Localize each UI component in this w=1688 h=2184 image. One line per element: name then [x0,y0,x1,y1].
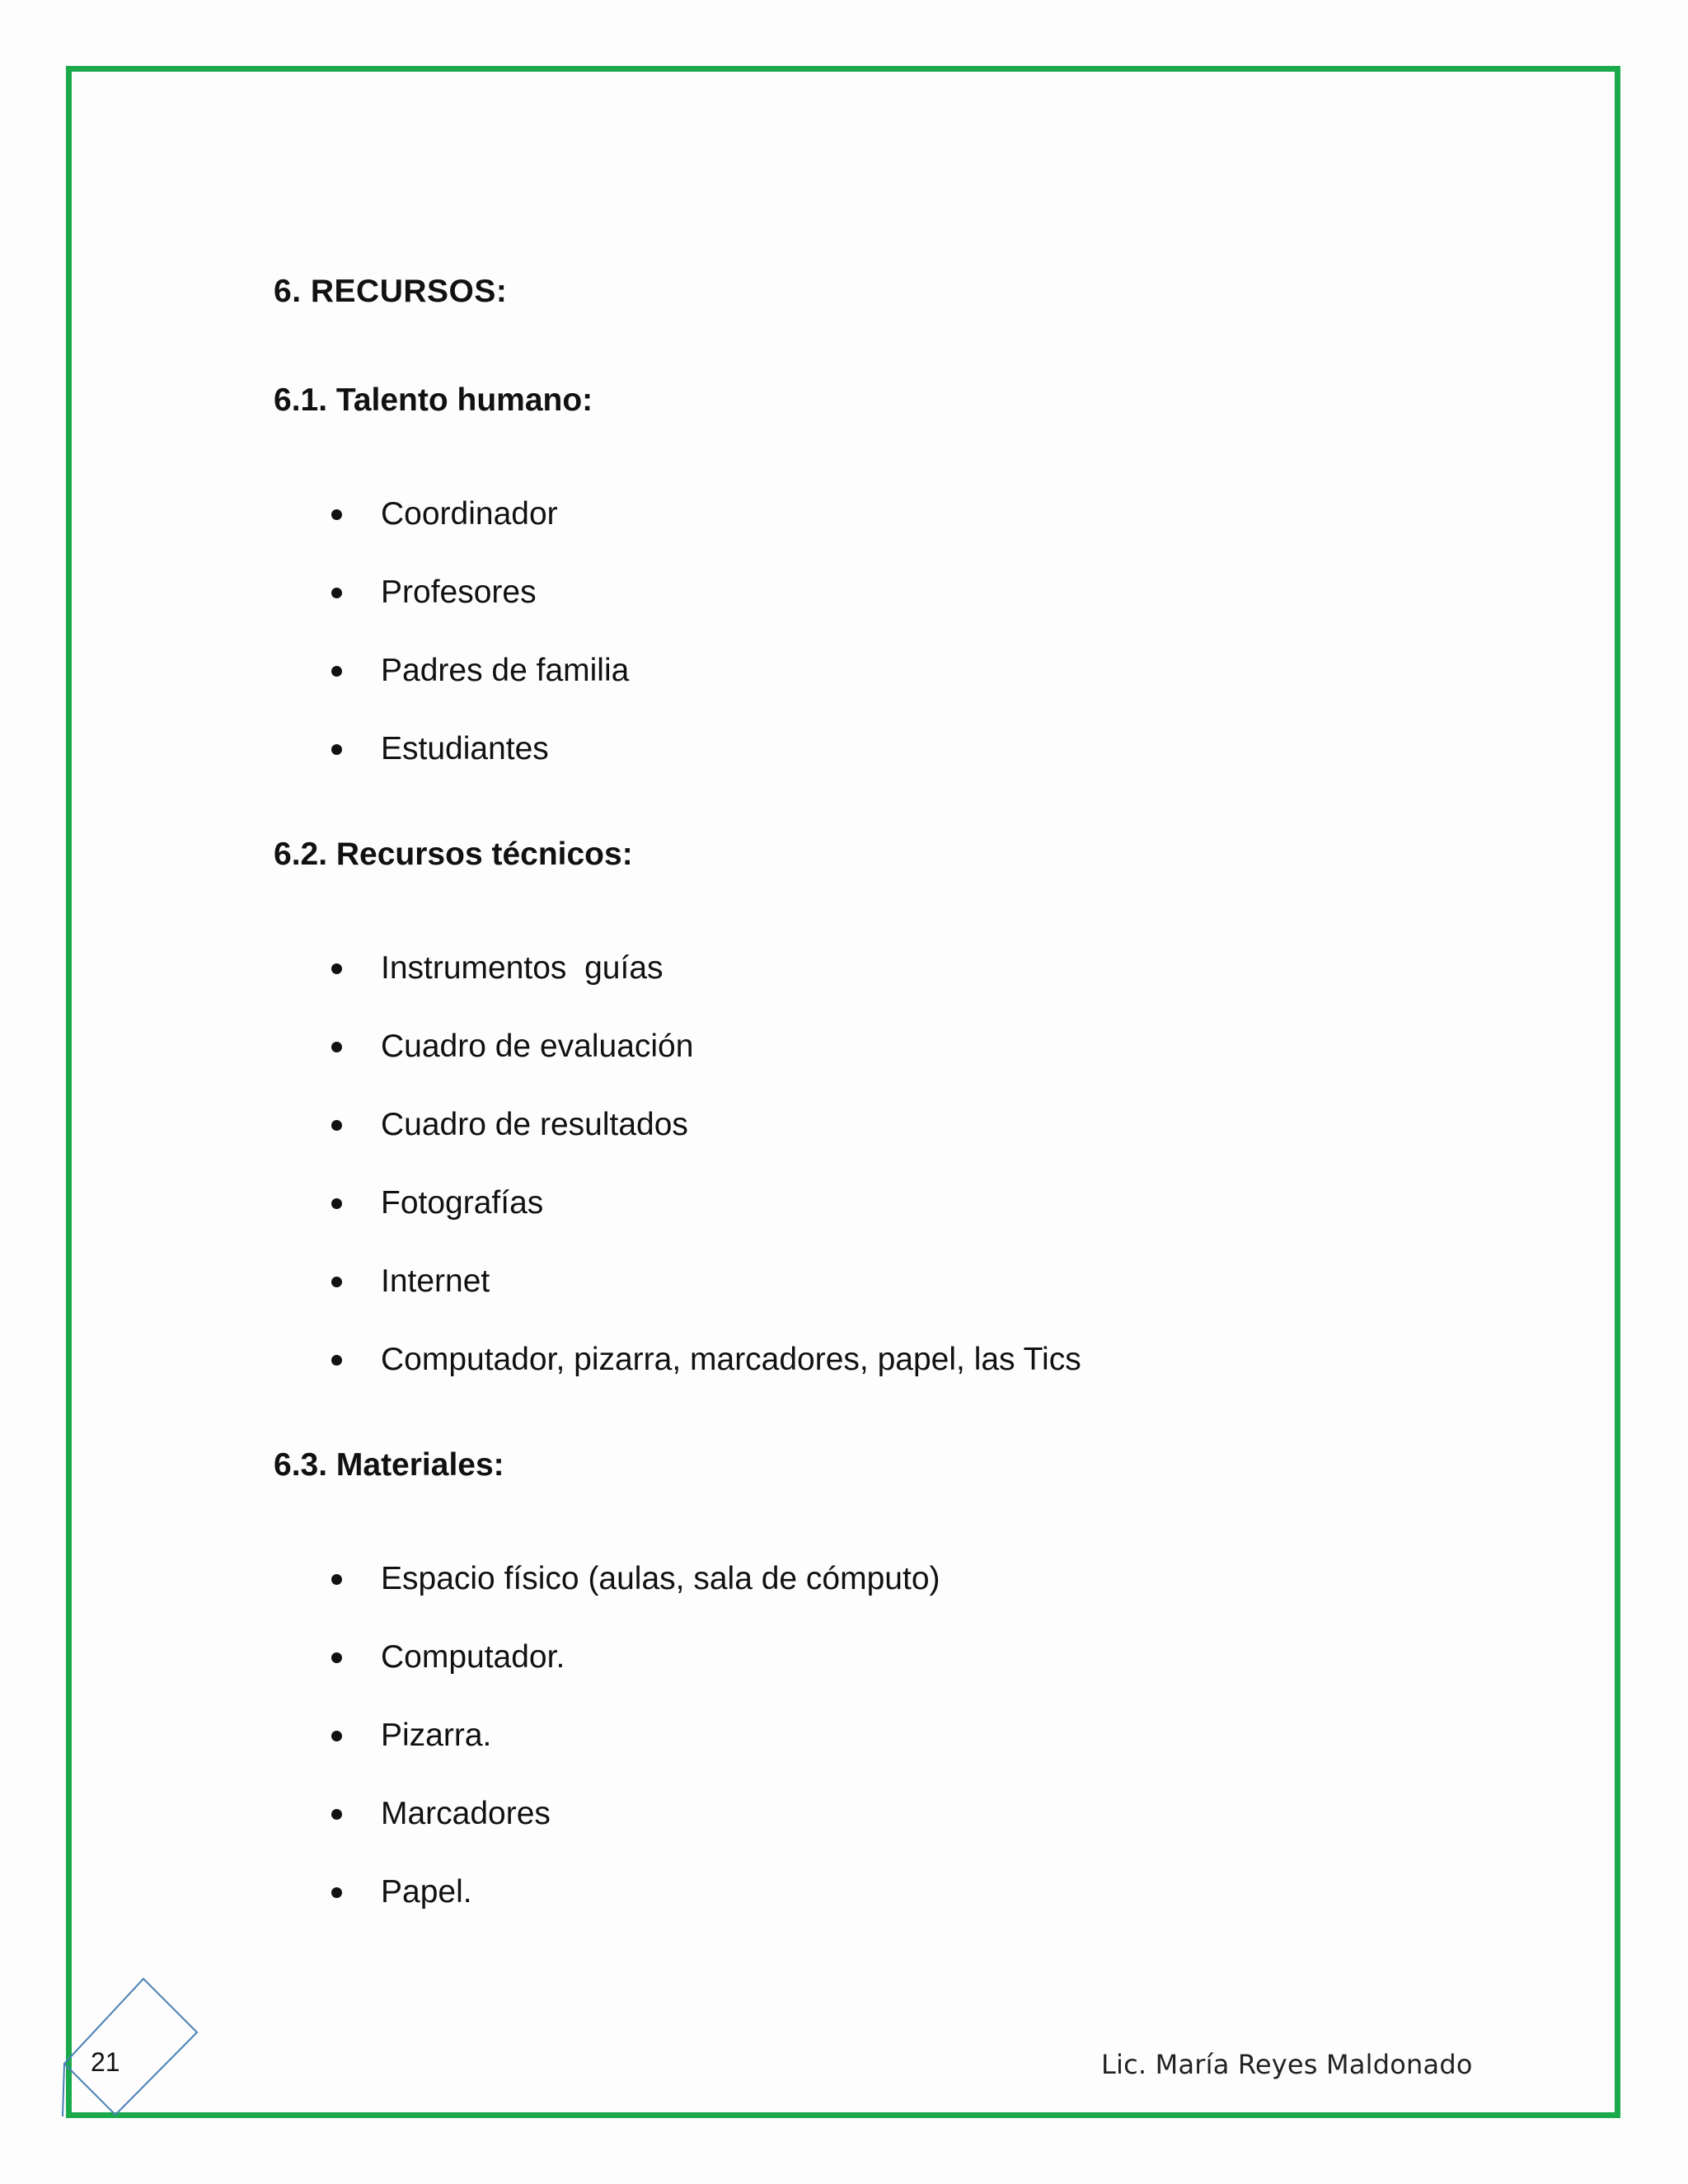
bullet-icon [331,963,342,974]
list-item: Internet [274,1262,1510,1301]
subsection-heading: 6.3. Materiales: [274,1447,504,1483]
list-item: Instrumentos guías [274,949,1510,988]
subsection-heading: 6.1. Talento humano: [274,382,593,418]
bullet-icon [331,1198,342,1209]
subsection-recursos-tecnicos [274,835,1510,1380]
list-item: Profesores [274,573,1510,612]
page-number: 21 [91,2047,120,2077]
list-item: Estudiantes [274,729,1510,769]
list-item: Espacio físico (aulas, sala de cómputo) [274,1559,1510,1599]
bullet-icon [331,1277,342,1287]
bullet-icon [331,1574,342,1585]
bullet-icon [331,1731,342,1741]
list-item: Pizarra. [274,1716,1510,1755]
subsection-materiales [274,1446,1510,1912]
bullet-icon [331,1809,342,1820]
subsection-talento-humano [274,381,1510,769]
bullet-icon [331,1652,342,1663]
list-item: Marcadores [274,1794,1510,1834]
list-item: Computador. [274,1638,1510,1677]
subsection-heading: 6.2. Recursos técnicos: [274,837,633,872]
bullet-icon [331,1355,342,1366]
list-item: Cuadro de evaluación [274,1027,1510,1066]
list-item: Cuadro de resultados [274,1105,1510,1145]
bullet-icon [331,509,342,520]
bullet-icon [331,588,342,598]
footer-author: Lic. María Reyes Maldonado [1101,2049,1473,2080]
bullet-list [274,494,1510,769]
bullet-icon [331,744,342,755]
list-item: Padres de familia [274,651,1510,691]
page-corner-diamond-icon [61,1975,201,2119]
bullet-list [274,949,1510,1380]
list-item: Papel. [274,1872,1510,1912]
bullet-icon [331,1120,342,1131]
section-heading: 6. RECURSOS: [274,274,508,309]
bullet-icon [331,1042,342,1052]
bullet-icon [331,1887,342,1898]
list-item: Computador, pizarra, marcadores, papel, las Tics [274,1340,1510,1380]
document-body [274,272,1510,1912]
bullet-list [274,1559,1510,1912]
list-item: Coordinador [274,494,1510,534]
bullet-icon [331,666,342,677]
list-item: Fotografías [274,1183,1510,1223]
